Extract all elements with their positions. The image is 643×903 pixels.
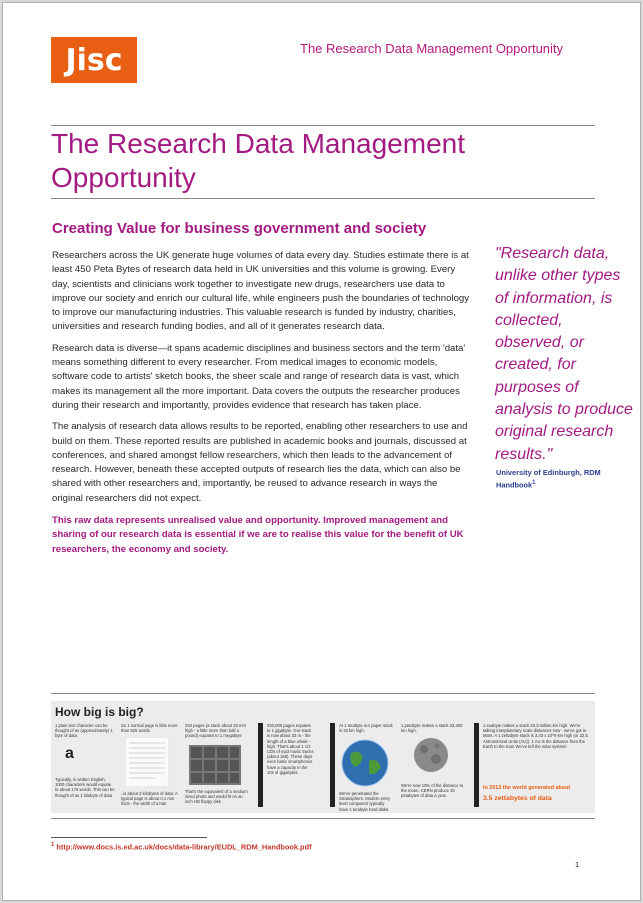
- panel-text: 1 petabyte makes a stack 33,300 km high.: [401, 723, 463, 734]
- stack-bar: [255, 723, 265, 807]
- panel-petabyte: [401, 723, 465, 809]
- page-title: The Research Data Management Opportunity: [51, 128, 465, 193]
- panel-text: At 1 terabyte our paper stack is 33 km high.: [339, 723, 393, 734]
- footnote-mark: 1: [51, 842, 55, 848]
- infographic-rule-bottom: [51, 818, 595, 819]
- jisc-logo: Jisc: [51, 37, 137, 83]
- moon-icon: [413, 737, 449, 773]
- panel-text: 333 pages (a stack about 33 mm high - a little more than half a pound) equates to 1 megabyte: [185, 723, 246, 739]
- page-illustration: [125, 737, 169, 787]
- title-rule-bottom: [51, 198, 595, 199]
- page-number: 1: [575, 860, 580, 869]
- photo-grid-illustration: [189, 745, 241, 785]
- panel-text: 1 plain text character can be thought of as (approximately) 1 byte of data.: [55, 723, 113, 739]
- footnote-link[interactable]: http://www.docs.is.ed.ac.uk/docs/data-library/EUDL_RDM_Handbook.pdf: [56, 842, 312, 852]
- panel-exabyte: [483, 723, 593, 809]
- letter-glyph: a: [65, 745, 74, 762]
- footnote-ref[interactable]: 1: [532, 480, 536, 486]
- panel-kilobyte: [121, 723, 179, 809]
- earth-icon: [341, 739, 389, 787]
- footnote-rule: [51, 837, 207, 838]
- panel-text: Typically, in written English, 1000 characters would equate to about 175 words. This can be thought of as 1 kilobyte of data: [55, 777, 115, 798]
- panel-text: ..is about 3 kilobytes of data. A typical page is about 0.1 mm thick - the width of a hair: [121, 791, 178, 807]
- pull-quote: "Research data, unlike other types of information, is collected, observed, or created, for purposes of analysis to produce original research results.": [495, 245, 633, 463]
- running-header: The Research Data Management Opportunity: [300, 41, 564, 56]
- panel-text: That's the equivalent of a medium sized photo and would fit on an inch HD floppy disk: [185, 789, 248, 805]
- paragraph: The analysis of research data allows results to be reported, enabling other researchers to use and build on them. These reported results are published in academic books and journals, discussed at conferences, and shared amongst fellow researchers, which then leads to the advancement of research. However, beneath these accepted outputs of research lies the data, which can also be shared with other researchers and, importantly, be reused to advance research in ways the original researchers did not expect.: [52, 421, 468, 504]
- stack-bar: [327, 723, 337, 807]
- emphasis-paragraph: This raw data represents unrealised value and opportunity. Improved management and sharing of our research data is essential if we are to realise this value for the benefit of UK researchers, the economy and society.: [52, 515, 464, 555]
- panel-text: We're now 10% of the distance to the moon. CERN produce 30 petabytes of data a year.: [401, 783, 464, 799]
- stack-bar: [471, 723, 481, 807]
- panel-gigabyte: [255, 723, 321, 809]
- paragraph: Researchers across the UK generate huge volumes of data every day. Studies estimate there is at least 450 Peta Bytes of research data held in UK universities and this volume is growing. Every day, scientists and clinicians work together to investigate new drugs, researchers use data to improve our society and enrich our cultural life, while engineers push the boundaries of technology to improve our manufacturing industries. This valuable research is funded by industry, charities, universities and research funding bodies, and all of it generates research data.: [52, 250, 470, 333]
- panel-text: 1 exabyte makes a stack 33.3 million km high. We're talking interplanetary scale distances now - we've got to Mars. A 1 zettabyte stack is 3.33 x 10^9 km high (or 22.5 Astronomical Units (AU)). 1 AU is the distance from the Earth to the Sun! We've left the solar system!: [483, 723, 588, 749]
- panel-byte: [55, 723, 115, 809]
- panel-text: So 1 normal page is little more than 525 words.: [121, 723, 178, 734]
- panel-terabyte: [327, 723, 393, 812]
- footnote: [51, 842, 312, 851]
- infographic-title: How big is big?: [55, 705, 144, 719]
- infographic-rule: [51, 693, 595, 694]
- panel-text: 333,000 pages equates to 1 gigabyte. Our stack is now about 33 m - the length of a blue whale - high. That's about 1 1/2 CDs of mp3 music tracks (about 150). These days even basic smartphones have a capacity in the 10s of gigabytes.: [267, 723, 314, 775]
- document-page: [2, 2, 641, 901]
- how-big-infographic: [51, 701, 595, 813]
- highlight-text: In 2013 the world generated about: [483, 785, 571, 791]
- panel-divider-bar: [471, 723, 481, 809]
- panel-megabyte: [185, 723, 249, 809]
- body-text: [52, 249, 470, 564]
- paragraph: Research data is diverse—it spans academic disciplines and business sectors and the term 'data' means something different to every researcher. From medical images to economic models, software code to artists' sketch books, the sheer scale and range of research data is vast, which makes its management all the more important. Data covers the outputs the researcher produces during their research and importantly, provides evidence that research has taken place.: [52, 342, 466, 411]
- quote-source: [496, 468, 616, 490]
- highlight-text: 3.5 zettabytes of data: [483, 795, 552, 802]
- section-subtitle: Creating Value for business government and society: [52, 220, 427, 237]
- panel-text: We've penetrated the Stratosphere. Modern entry level computers typically have 1 terabyte hard disks.: [339, 791, 390, 812]
- title-rule-top: [51, 125, 595, 126]
- quote-source-text: University of Edinburgh, RDM Handbook: [496, 468, 601, 490]
